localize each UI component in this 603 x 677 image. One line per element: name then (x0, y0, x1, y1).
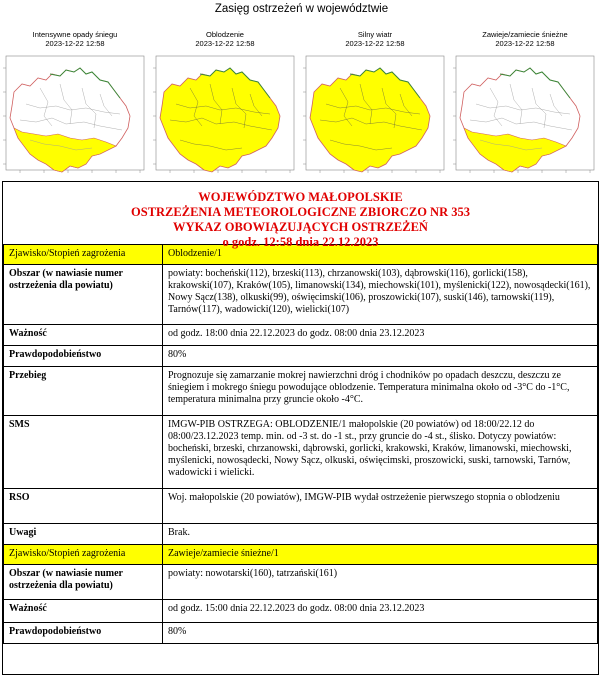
table-row (4, 545, 598, 565)
map-title: Intensywne opady śniegu (32, 30, 118, 39)
row-value: Prognozuje się zamarzanie mokrej nawierzchni dróg i chodników po opadach deszczu, deszczu ze śniegiem i mokrego śniegu powodujące oblodzenie. Temperatura minimalna około od -3°C do -1°C, temperatura minimalna przy gruncie około -4°C. (163, 367, 598, 416)
map-blizzard (450, 30, 600, 180)
region-map (150, 54, 300, 180)
region-map (0, 54, 150, 180)
table-row (4, 524, 598, 545)
table-row (4, 565, 598, 600)
map-title: Oblodzenie (206, 30, 244, 39)
table-row (4, 265, 598, 325)
map-title: Zawieje/zamiecie śnieżne (482, 30, 568, 39)
header-line-1: WOJEWÓDZTWO MAŁOPOLSKIE (198, 190, 403, 204)
warnings-table (3, 244, 598, 644)
row-value: od godz. 18:00 dnia 22.12.2023 do godz. 08:00 dnia 23.12.2023 (163, 325, 598, 346)
row-label: Prawdopodobieństwo (4, 623, 163, 644)
row-value: od godz. 15:00 dnia 22.12.2023 do godz. 08:00 dnia 23.12.2023 (163, 600, 598, 623)
row-value: Oblodzenie/1 (163, 245, 598, 265)
page-title: Zasięg ostrzeżeń w województwie (214, 3, 389, 15)
row-label: Uwagi (4, 524, 163, 545)
row-label: Zjawisko/Stopień zagrożenia (4, 545, 163, 565)
document-header (3, 182, 598, 249)
row-value: powiaty: bocheński(112), brzeski(113), chrzanowski(103), dąbrowski(116), gorlicki(158), krakowski(107), Kraków(105), limanowski(134), miechowski(101), myślenicki(122), nowosądecki(161), Nowy Sącz(138), olkuski(99), oświęcimski(106), proszowicki(107), suski(146), tarnowski(119), Tarnów(117), wadowicki(120), wielicki(107) (163, 265, 598, 325)
map-date: 2023-12-22 12:58 (345, 39, 405, 48)
region-map (300, 54, 450, 180)
voivodeship-area (160, 68, 280, 172)
row-label: Prawdopodobieństwo (4, 346, 163, 367)
row-label: Obszar (w nawiasie numer ostrzeżenia dla powiatu) (4, 265, 163, 325)
table-row (4, 600, 598, 623)
row-label: Zjawisko/Stopień zagrożenia (4, 245, 163, 265)
row-label: Przebieg (4, 367, 163, 416)
table-row (4, 367, 598, 416)
row-label: Ważność (4, 325, 163, 346)
row-value: Woj. małopolskie (20 powiatów), IMGW-PIB wydał ostrzeżenie pierwszego stopnia o oblodzeniu (163, 489, 598, 524)
header-line-4: o godz. 12:58 dnia 22.12.2023 (222, 235, 379, 249)
region-map (450, 54, 600, 180)
map-date: 2023-12-22 12:58 (495, 39, 555, 48)
map-icing (150, 30, 300, 180)
header-line-3: WYKAZ OBOWIĄZUJĄCYCH OSTRZEŻEŃ (173, 220, 428, 234)
table-row (4, 416, 598, 489)
table-row (4, 346, 598, 367)
map-title: Silny wiatr (357, 30, 393, 39)
row-value: 80% (163, 623, 598, 644)
row-label: Obszar (w nawiasie numer ostrzeżenia dla powiatu) (4, 565, 163, 600)
map-date: 2023-12-22 12:58 (45, 39, 105, 48)
table-row (4, 325, 598, 346)
map-wind (300, 30, 450, 180)
row-value: IMGW-PIB OSTRZEGA: OBLODZENIE/1 małopolskie (20 powiatów) od 18:00/22.12 do 08:00/23.12.2023 temp. min. od -3 st. do -1 st., przy gruncie do -4 st., ślisko. Dotyczy powiatów: bocheński, brzeski, chrzanowski, dąbrowski, gorlicki, krakowski, Kraków, limanowski, miechowski, myślenicki, nowosądecki, Nowy Sącz, olkuski, oświęcimski, proszowicki, suski, tarnowski, Tarnów, wadowicki i wielicki. (163, 416, 598, 489)
voivodeship-area (310, 68, 430, 172)
map-date: 2023-12-22 12:58 (195, 39, 255, 48)
row-label: SMS (4, 416, 163, 489)
row-value: 80% (163, 346, 598, 367)
header-line-2: OSTRZEŻENIA METEOROLOGICZNE ZBIORCZO NR 353 (131, 205, 470, 219)
row-label: RSO (4, 489, 163, 524)
row-label: Ważność (4, 600, 163, 623)
row-value: powiaty: nowotarski(160), tatrzański(161) (163, 565, 598, 600)
row-value: Zawieje/zamiecie śnieżne/1 (163, 545, 598, 565)
row-value: Brak. (163, 524, 598, 545)
map-snowfall (0, 30, 150, 180)
warning-maps (0, 30, 603, 180)
table-row (4, 623, 598, 644)
table-row (4, 489, 598, 524)
warnings-document (2, 181, 599, 675)
